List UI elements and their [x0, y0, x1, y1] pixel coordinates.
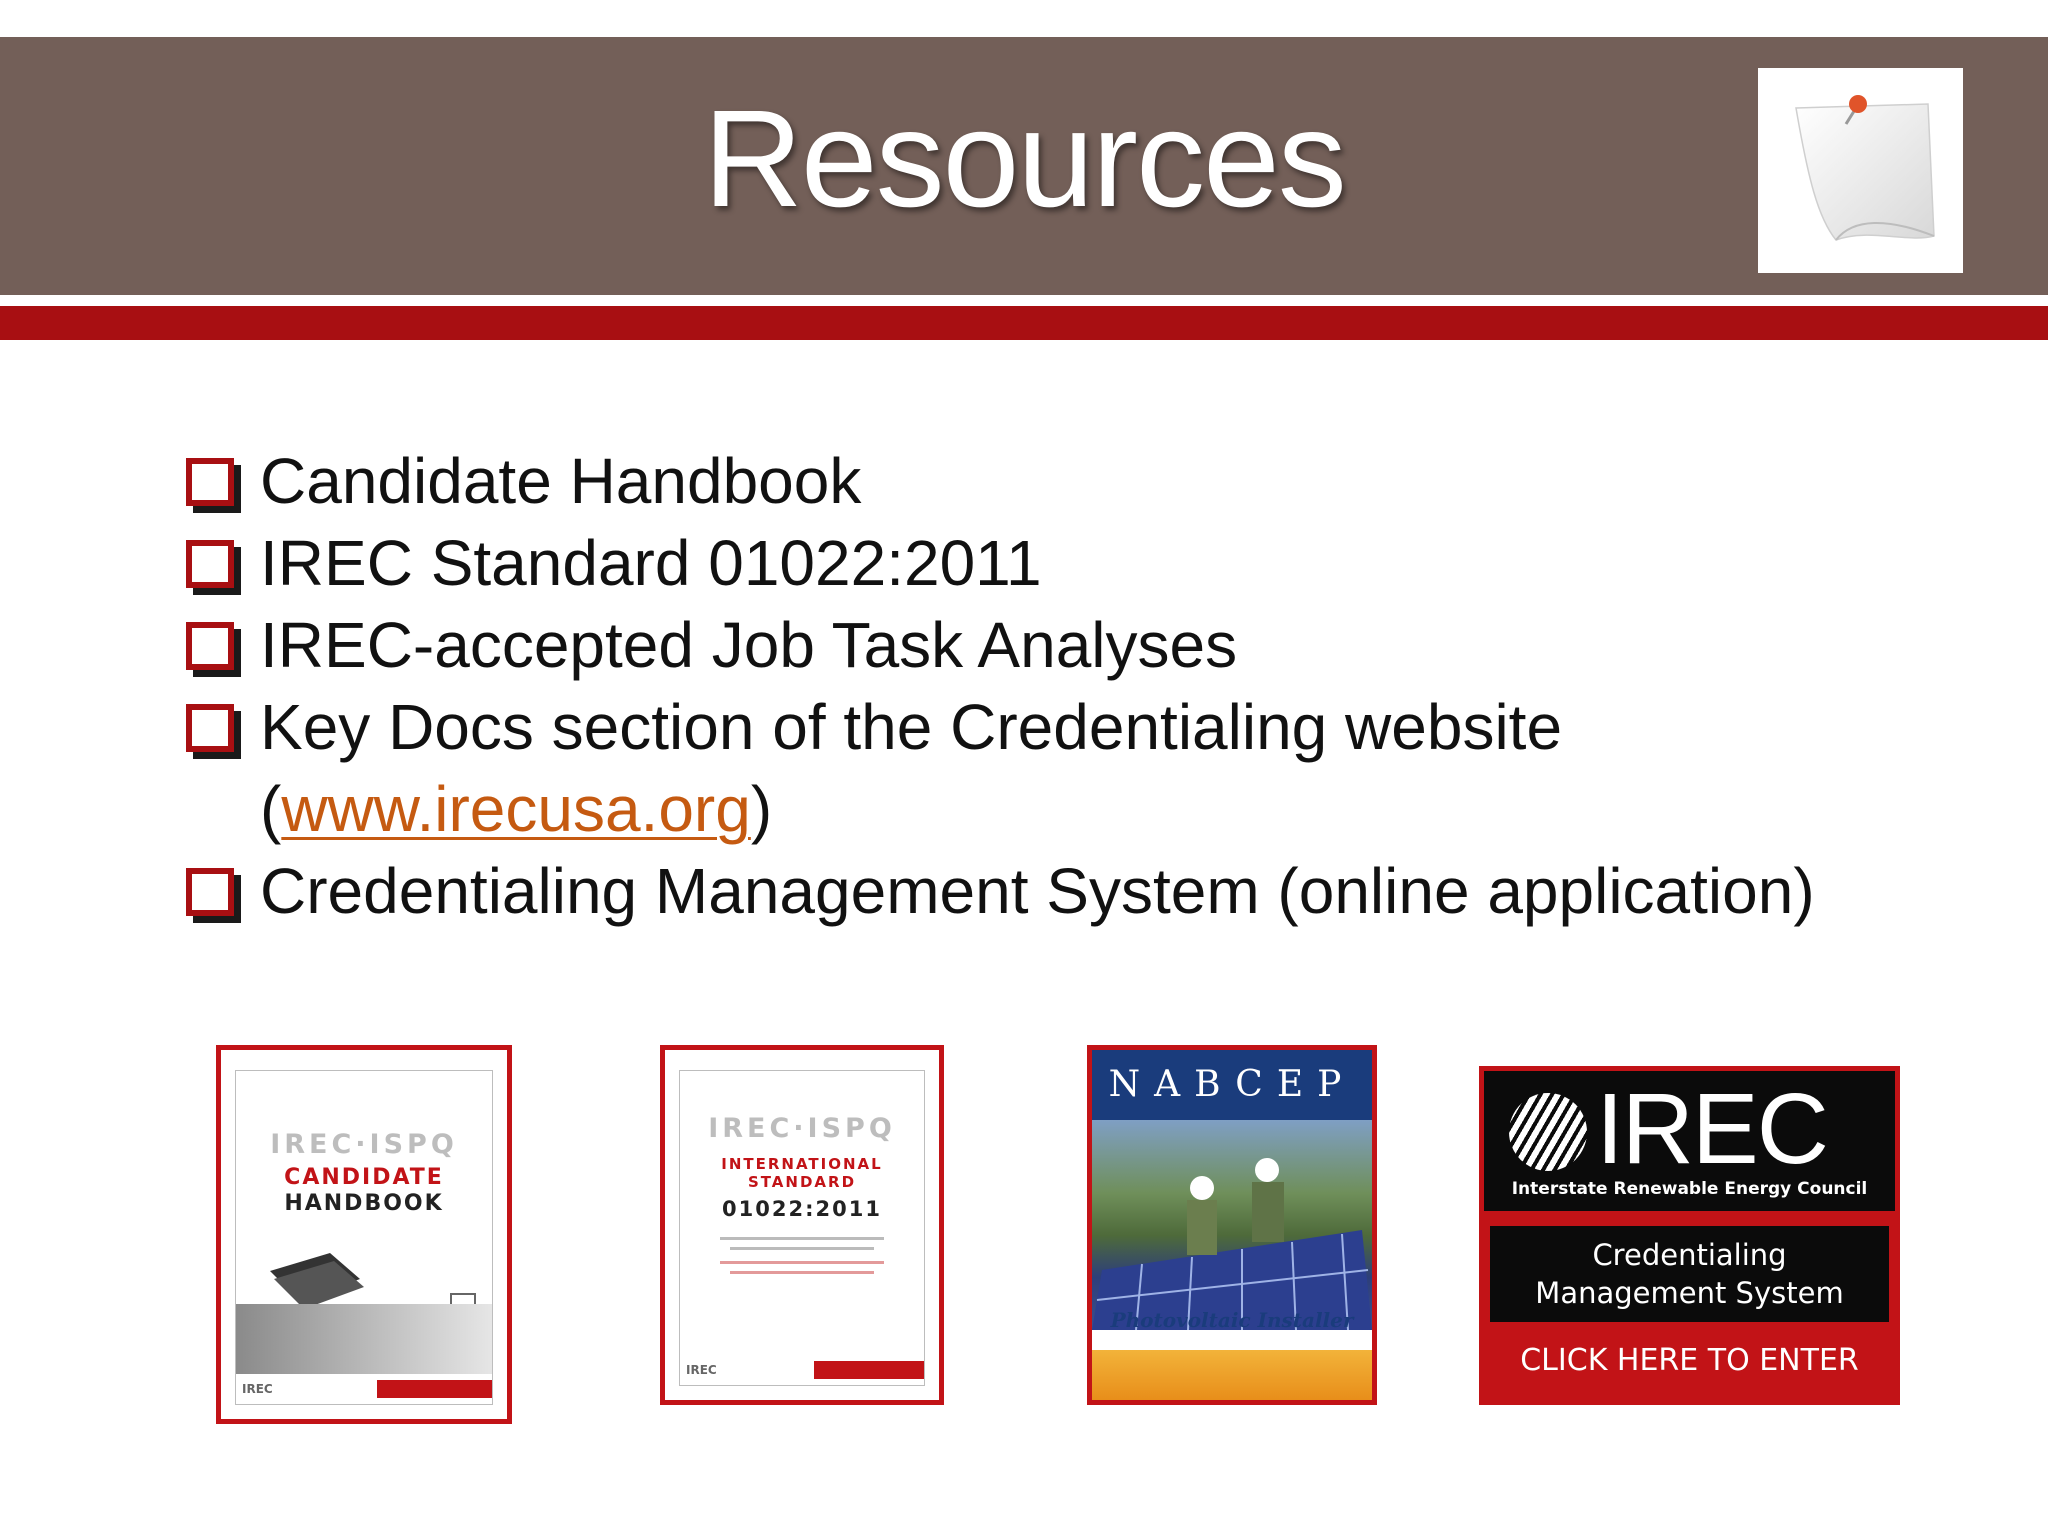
standard-text-line: [720, 1261, 884, 1264]
irec-mini-logo: IREC: [686, 1363, 717, 1377]
nabcep-header: NABCEP: [1092, 1050, 1372, 1120]
checkbox-icon: [186, 540, 234, 588]
close-paren: ): [750, 773, 773, 845]
standard-cover: [679, 1070, 925, 1386]
standard-title-line1: INTERNATIONAL: [721, 1155, 883, 1173]
cover-footer: [236, 1374, 492, 1404]
list-item: [186, 686, 1946, 850]
footer-red-bar: [814, 1361, 924, 1379]
list-item: [186, 522, 1946, 604]
bullet-text: Key Docs section of the Credentialing website: [260, 691, 1563, 763]
list-item: [186, 850, 1946, 932]
system-name: [1490, 1226, 1889, 1326]
accent-stripe: [0, 306, 2048, 340]
globe-icon: [1509, 1093, 1587, 1171]
irec-logo-block: [1484, 1071, 1895, 1211]
slide-title: Resources: [703, 81, 1345, 236]
irec-standard-thumbnail[interactable]: [660, 1045, 944, 1405]
nabcep-caption: Photovoltaic Installer: [1110, 1308, 1354, 1332]
standard-text-line: [730, 1271, 874, 1274]
bullet-text: Candidate Handbook: [260, 445, 862, 517]
cover-footer: [680, 1355, 924, 1385]
handbook-title-line1: CANDIDATE: [284, 1165, 444, 1190]
system-name-line2: Management System: [1535, 1276, 1844, 1310]
handbook-ispq-label: IREC·ISPQ: [270, 1129, 458, 1160]
standard-text-line: [730, 1247, 874, 1250]
checkbox-icon: [186, 622, 234, 670]
irec-mini-logo: IREC: [242, 1382, 273, 1396]
candidate-handbook-thumbnail[interactable]: [216, 1045, 512, 1424]
installers-photo: [1092, 1120, 1372, 1330]
resource-list: [186, 440, 1946, 932]
standard-ispq-label: IREC·ISPQ: [708, 1113, 896, 1144]
solar-panel-icon: [1092, 1120, 1372, 1330]
pinned-note-icon: [1758, 68, 1963, 273]
checkbox-icon: [186, 704, 234, 752]
bullet-text: IREC Standard 01022:2011: [260, 527, 1042, 599]
footer-red-bar: [377, 1380, 492, 1398]
system-name-line1: Credentialing: [1592, 1238, 1787, 1272]
books-icon: [260, 1241, 370, 1311]
bullet-text: Credentialing Management System (online application): [260, 855, 1815, 927]
handbook-title-line2: HANDBOOK: [284, 1191, 444, 1216]
website-link[interactable]: www.irecusa.org: [281, 773, 751, 845]
nabcep-footer-band: [1092, 1350, 1372, 1400]
irec-logo-text: IREC: [1596, 1073, 1827, 1185]
list-item: [186, 604, 1946, 686]
list-item: [186, 440, 1946, 522]
standard-title-line2: STANDARD: [747, 1173, 857, 1191]
handbook-cover: [235, 1070, 493, 1405]
bullet-text: IREC-accepted Job Task Analyses: [260, 609, 1238, 681]
credentialing-system-button[interactable]: [1479, 1066, 1900, 1405]
irec-org-name: Interstate Renewable Energy Council: [1511, 1179, 1868, 1199]
open-paren: (: [260, 773, 282, 845]
nabcep-jta-thumbnail[interactable]: [1087, 1045, 1377, 1405]
cover-footer-band: [236, 1304, 492, 1374]
click-to-enter-label: CLICK HERE TO ENTER: [1484, 1322, 1895, 1400]
standard-text-line: [720, 1237, 884, 1240]
checkbox-icon: [186, 458, 234, 506]
checkbox-icon: [186, 868, 234, 916]
standard-number: 01022:2011: [722, 1197, 882, 1221]
